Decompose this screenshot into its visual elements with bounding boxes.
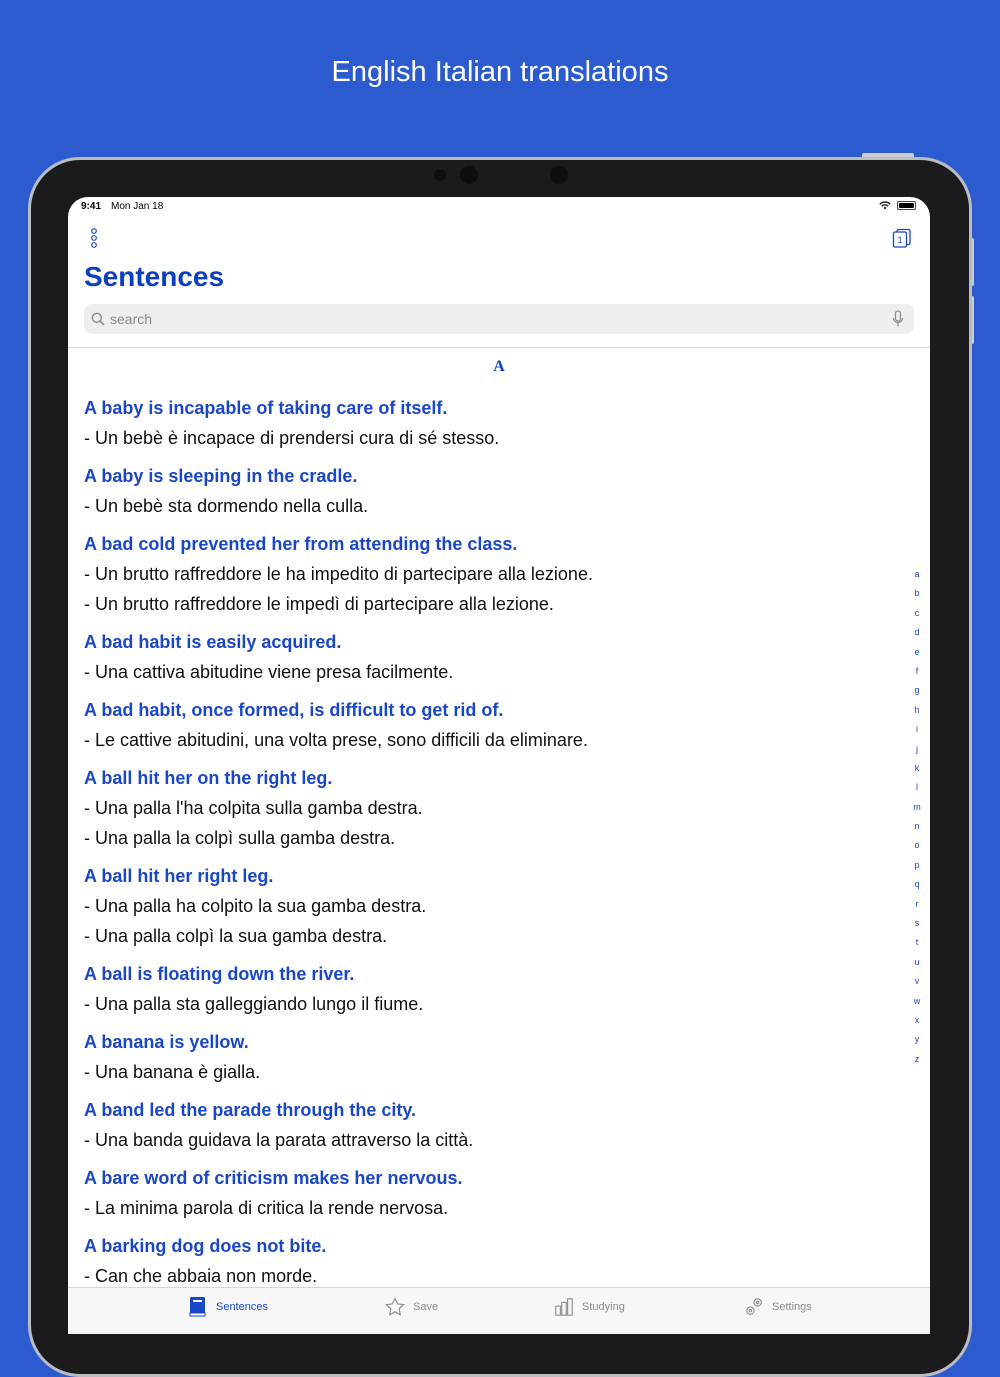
- more-vertical-icon[interactable]: [88, 227, 100, 249]
- gear-icon: [744, 1296, 764, 1318]
- list-item[interactable]: [84, 529, 884, 619]
- tab-bar: [68, 1287, 930, 1334]
- status-time: 9:41: [81, 201, 102, 212]
- index-letter[interactable]: y: [914, 1034, 920, 1045]
- list-item[interactable]: [84, 393, 884, 453]
- index-letter[interactable]: d: [914, 627, 920, 638]
- english-sentence: A baby is sleeping in the cradle.: [84, 466, 358, 486]
- tab-save[interactable]: [385, 1296, 438, 1318]
- index-letter[interactable]: n: [914, 821, 920, 832]
- english-sentence: A bad cold prevented her from attending the class.: [84, 534, 518, 554]
- italian-translation: - Una palla sta galleggiando lungo il fiume.: [84, 994, 424, 1014]
- camera-icon: [550, 166, 568, 184]
- english-sentence: A bad habit, once formed, is difficult to get rid of.: [84, 700, 504, 720]
- index-letter[interactable]: x: [914, 1014, 920, 1025]
- section-header: A: [493, 358, 505, 375]
- page-title: Sentences: [84, 261, 225, 292]
- book-icon: [188, 1296, 208, 1318]
- search-icon: [91, 312, 105, 326]
- list-item[interactable]: [84, 861, 884, 951]
- index-letter[interactable]: o: [914, 840, 920, 851]
- chart-icon: [554, 1296, 574, 1318]
- index-letter[interactable]: z: [914, 1053, 920, 1064]
- english-sentence: A band led the parade through the city.: [84, 1100, 417, 1120]
- list-item[interactable]: [84, 1231, 884, 1291]
- english-sentence: A bare word of criticism makes her nervous.: [84, 1168, 463, 1188]
- index-letter[interactable]: f: [915, 665, 919, 676]
- index-letter[interactable]: q: [914, 879, 920, 890]
- list-item[interactable]: [84, 1095, 884, 1155]
- tab-label: Save: [413, 1301, 439, 1313]
- index-letter[interactable]: e: [914, 646, 920, 657]
- index-letter[interactable]: c: [914, 607, 920, 618]
- sensor-icon: [434, 169, 446, 181]
- index-letter[interactable]: l: [916, 782, 918, 793]
- english-sentence: A barking dog does not bite.: [84, 1236, 327, 1256]
- list-item[interactable]: [84, 1163, 884, 1223]
- index-letter[interactable]: u: [914, 956, 920, 967]
- wifi-icon: [879, 201, 891, 210]
- status-bar: [68, 197, 930, 219]
- camera-icon: [460, 166, 478, 184]
- index-letter[interactable]: g: [914, 685, 920, 696]
- tab-studying[interactable]: [554, 1296, 625, 1318]
- index-letter[interactable]: w: [913, 995, 921, 1006]
- svg-text:1: 1: [897, 235, 903, 245]
- tab-label: Sentences: [216, 1301, 268, 1313]
- italian-translation: - Una palla la colpì sulla gamba destra.: [84, 828, 396, 848]
- italian-translation: - Un brutto raffreddore le ha impedito di partecipare alla lezione.: [84, 564, 593, 584]
- index-letter[interactable]: t: [915, 937, 919, 948]
- italian-translation: - Una banda guidava la parata attraverso la città.: [84, 1130, 474, 1150]
- list-item[interactable]: [84, 627, 884, 687]
- index-letter[interactable]: a: [914, 569, 920, 579]
- sentence-list: [84, 393, 884, 1299]
- tab-label: Studying: [582, 1301, 625, 1313]
- search-bar[interactable]: [84, 304, 914, 334]
- tab-label: Settings: [772, 1301, 812, 1313]
- index-letter[interactable]: p: [914, 859, 920, 870]
- status-date: Mon Jan 18: [111, 201, 164, 212]
- list-item[interactable]: [84, 763, 884, 853]
- italian-translation: - La minima parola di critica la rende nervosa.: [84, 1198, 449, 1218]
- italian-translation: - Una cattiva abitudine viene presa facilmente.: [84, 662, 454, 682]
- index-letter[interactable]: r: [915, 898, 919, 909]
- index-letter[interactable]: s: [914, 918, 920, 929]
- italian-translation: - Una palla ha colpito la sua gamba destra.: [84, 896, 427, 916]
- italian-translation: - Una banana è gialla.: [84, 1062, 261, 1082]
- tab-sentences[interactable]: [188, 1296, 268, 1318]
- list-item[interactable]: [84, 461, 884, 521]
- english-sentence: A ball hit her right leg.: [84, 866, 274, 886]
- header-divider: [68, 347, 930, 348]
- italian-translation: - Una palla colpì la sua gamba destra.: [84, 926, 388, 946]
- english-sentence: A banana is yellow.: [84, 1032, 249, 1052]
- list-item[interactable]: [84, 959, 884, 1019]
- index-letter[interactable]: v: [914, 976, 920, 987]
- index-letter[interactable]: b: [914, 588, 920, 599]
- italian-translation: - Un brutto raffreddore le impedì di partecipare alla lezione.: [84, 594, 554, 614]
- italian-translation: - Un bebè è incapace di prendersi cura di sé stesso.: [84, 428, 500, 448]
- italian-translation: - Una palla l'ha colpita sulla gamba destra.: [84, 798, 423, 818]
- italian-translation: - Can che abbaia non morde.: [84, 1266, 318, 1286]
- english-sentence: A ball hit her on the right leg.: [84, 768, 333, 788]
- index-letter[interactable]: i: [916, 724, 918, 735]
- tab-settings[interactable]: [744, 1296, 812, 1318]
- app-screen: [68, 197, 930, 1334]
- alphabet-index[interactable]: [910, 565, 924, 1069]
- index-letter[interactable]: h: [914, 704, 920, 715]
- english-sentence: A baby is incapable of taking care of itself.: [84, 398, 448, 418]
- promo-title: English Italian translations: [331, 56, 669, 88]
- english-sentence: A ball is floating down the river.: [84, 964, 355, 984]
- index-letter[interactable]: j: [916, 743, 918, 754]
- microphone-icon[interactable]: [892, 310, 904, 328]
- index-letter[interactable]: k: [914, 762, 920, 773]
- search-input[interactable]: [110, 304, 870, 334]
- battery-icon: [897, 201, 916, 210]
- index-letter[interactable]: m: [913, 801, 921, 812]
- star-icon: [385, 1296, 405, 1318]
- english-sentence: A bad habit is easily acquired.: [84, 632, 342, 652]
- italian-translation: - Un bebè sta dormendo nella culla.: [84, 496, 369, 516]
- list-item[interactable]: [84, 695, 884, 755]
- list-item[interactable]: [84, 1027, 884, 1087]
- flashcard-icon[interactable]: [892, 228, 912, 248]
- italian-translation: - Le cattive abitudini, una volta prese, sono difficili da eliminare.: [84, 730, 588, 750]
